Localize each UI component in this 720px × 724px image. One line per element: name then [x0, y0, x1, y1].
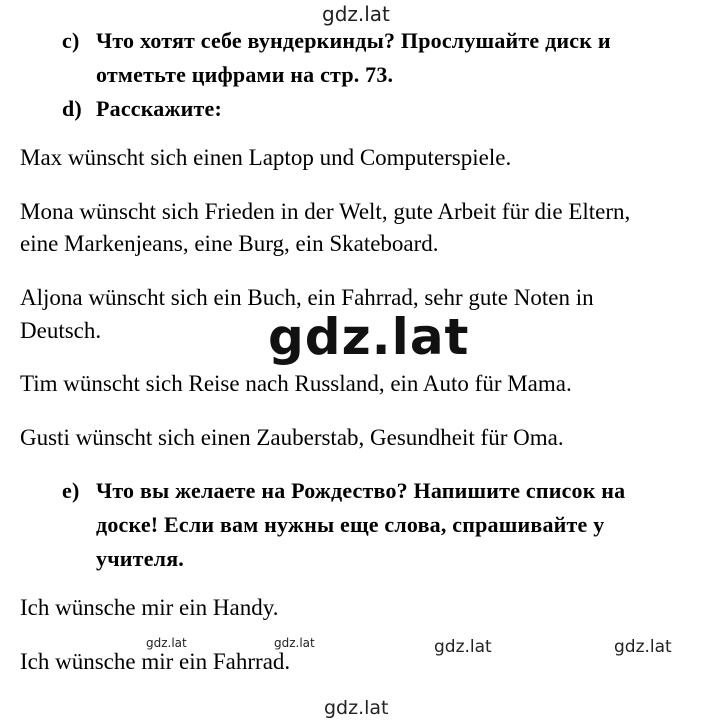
task-c-marker: c) [62, 28, 80, 53]
answer-mona-line-1: Mona wünscht sich Frieden in der Welt, gute Arbeit für die Eltern, [20, 199, 631, 224]
watermark-small-2: gdz.lat [274, 636, 315, 650]
answer-gusti: Gusti wünscht sich einen Zauberstab, Gesundheit für Oma. [20, 425, 564, 450]
answer-handy: Ich wünsche mir ein Handy. [20, 595, 279, 620]
watermark-top: gdz.lat [322, 2, 390, 26]
answer-aljona-line-1: Aljona wünscht sich ein Buch, ein Fahrrad, sehr gute Noten in [20, 285, 594, 310]
task-e-line-3: учителя. [96, 546, 184, 571]
answer-max: Max wünscht sich einen Laptop und Computerspiele. [20, 145, 512, 170]
watermark-small-4: gdz.lat [614, 637, 672, 657]
watermark-large: gdz.lat [268, 308, 470, 366]
watermark-small-3: gdz.lat [434, 637, 492, 657]
watermark-small-1: gdz.lat [146, 636, 187, 650]
answer-fahrrad: Ich wünsche mir ein Fahrrad. [20, 649, 291, 674]
task-c-line-1: Что хотят себе вундеркинды? Прослушайте диск и [96, 28, 611, 53]
task-d-line-1: Расскажите: [96, 96, 223, 121]
task-e-marker: e) [62, 478, 80, 503]
watermark-bottom: gdz.lat [324, 697, 389, 719]
answer-tim: Tim wünscht sich Reise nach Russland, ein Auto für Mama. [20, 371, 572, 396]
answer-mona-line-2: eine Markenjeans, eine Burg, ein Skateboard. [20, 231, 439, 256]
answer-aljona-line-2: Deutsch. [20, 318, 102, 343]
task-e-line-2: доске! Если вам нужны еще слова, спрашивайте у [96, 512, 605, 537]
task-d-marker: d) [62, 96, 82, 121]
task-e-line-1: Что вы желаете на Рождество? Напишите список на [96, 478, 626, 503]
task-c-line-2: отметьте цифрами на стр. 73. [96, 62, 394, 87]
